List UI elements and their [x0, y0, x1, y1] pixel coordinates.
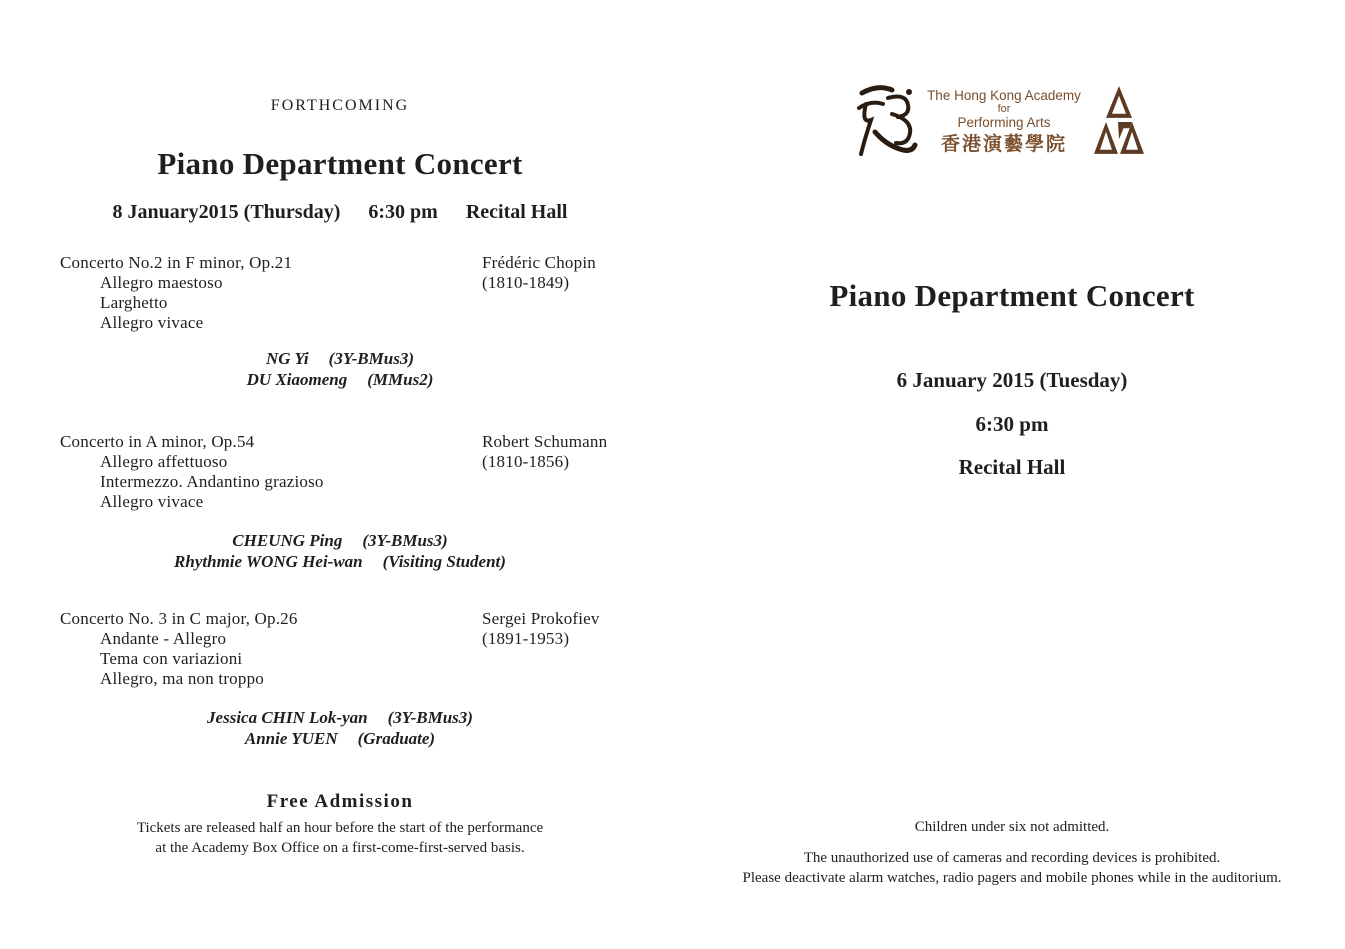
- notice-deactivate: Please deactivate alarm watches, radio pagers and mobile phones while in the auditorium.: [742, 870, 1282, 886]
- performer-line: [0, 728, 680, 749]
- movement: Andante - Allegro: [100, 629, 227, 648]
- performer-name: Rhythmie WONG Hei-wan: [174, 552, 363, 571]
- notice-cameras: The unauthorized use of cameras and recording devices is prohibited.: [803, 850, 1221, 866]
- piece-item-2: [0, 432, 680, 512]
- piece-title: Concerto No.2 in F minor, Op.21: [60, 253, 293, 272]
- movement: Allegro affettuoso: [100, 452, 228, 471]
- performer-name: Jessica CHIN Lok-yan: [207, 708, 368, 727]
- composer-block: [482, 609, 600, 649]
- left-concert-time: 6:30 pm: [368, 201, 438, 223]
- right-concert-venue: Recital Hall: [958, 455, 1066, 479]
- movement: Allegro vivace: [100, 492, 204, 511]
- logo-line-for: for: [997, 102, 1011, 115]
- performer-name: CHEUNG Ping: [232, 531, 343, 550]
- composer-block: [482, 253, 596, 293]
- admission-note-line: Tickets are released half an hour before the start of the performance: [136, 820, 544, 836]
- left-concert-venue: Recital Hall: [465, 201, 568, 223]
- right-concert-time: 6:30 pm: [975, 412, 1049, 436]
- piece-item-1: [0, 253, 680, 333]
- performer-role: (3Y-BMus3): [328, 349, 414, 368]
- admission-note: [0, 818, 680, 858]
- performer-line: [0, 369, 680, 390]
- admission-note-line: at the Academy Box Office on a first-come-first-served basis.: [155, 840, 525, 856]
- performer-role: (3Y-BMus3): [387, 708, 473, 727]
- performer-line: [0, 530, 680, 551]
- hkapa-calligraphy-icon: [852, 80, 918, 164]
- movement: Intermezzo. Andantino grazioso: [100, 472, 324, 491]
- logo-line-academy: The Hong Kong Academy: [927, 87, 1081, 103]
- composer-name: Sergei Prokofiev: [482, 609, 600, 628]
- performer-name: Annie YUEN: [244, 729, 338, 748]
- hkapa-logo-text: [924, 88, 1084, 157]
- performer-line: [0, 551, 680, 572]
- notice-children: Children under six not admitted.: [914, 819, 1110, 835]
- movement: Larghetto: [100, 293, 168, 312]
- piece-title: Concerto No. 3 in C major, Op.26: [60, 609, 298, 628]
- performers-group-1: [0, 348, 680, 390]
- movement: Tema con variazioni: [100, 649, 243, 668]
- composer-dates: (1810-1856): [482, 452, 570, 471]
- composer-name: Robert Schumann: [482, 432, 608, 451]
- right-page-title: Piano Department Concert: [829, 278, 1195, 313]
- right-page: [679, 0, 1345, 949]
- forthcoming-label: FORTHCOMING: [270, 97, 410, 114]
- composer-name: Frédéric Chopin: [482, 253, 596, 272]
- piece-item-3: [0, 609, 680, 689]
- performer-name: DU Xiaomeng: [246, 370, 348, 389]
- performer-line: [0, 707, 680, 728]
- hkapa-logo: [665, 80, 1331, 164]
- logo-line-performing-arts: Performing Arts: [957, 114, 1051, 130]
- left-page-title: Piano Department Concert: [157, 146, 523, 181]
- composer-dates: (1891-1953): [482, 629, 570, 648]
- free-admission-heading: Free Admission: [266, 791, 414, 812]
- logo-line-chinese: 香港演藝學院: [940, 133, 1067, 155]
- movement: Allegro vivace: [100, 313, 204, 332]
- piece-title: Concerto in A minor, Op.54: [60, 432, 255, 451]
- hkapa-triangle-icon: [1094, 86, 1144, 158]
- performers-group-2: [0, 530, 680, 572]
- performer-line: [0, 348, 680, 369]
- right-concert-date: 6 January 2015 (Tuesday): [896, 368, 1128, 392]
- movement: Allegro, ma non troppo: [100, 669, 264, 688]
- performer-role: (3Y-BMus3): [362, 531, 448, 550]
- left-dateline: [0, 201, 680, 224]
- performer-role: (Visiting Student): [382, 552, 506, 571]
- performer-role: (Graduate): [357, 729, 436, 748]
- left-concert-date: 8 January2015 (Thursday): [112, 201, 341, 223]
- composer-block: [482, 432, 607, 472]
- performers-group-3: [0, 707, 680, 749]
- performer-role: (MMus2): [367, 370, 434, 389]
- performer-name: NG Yi: [265, 349, 309, 368]
- composer-dates: (1810-1849): [482, 273, 570, 292]
- movement: Allegro maestoso: [100, 273, 223, 292]
